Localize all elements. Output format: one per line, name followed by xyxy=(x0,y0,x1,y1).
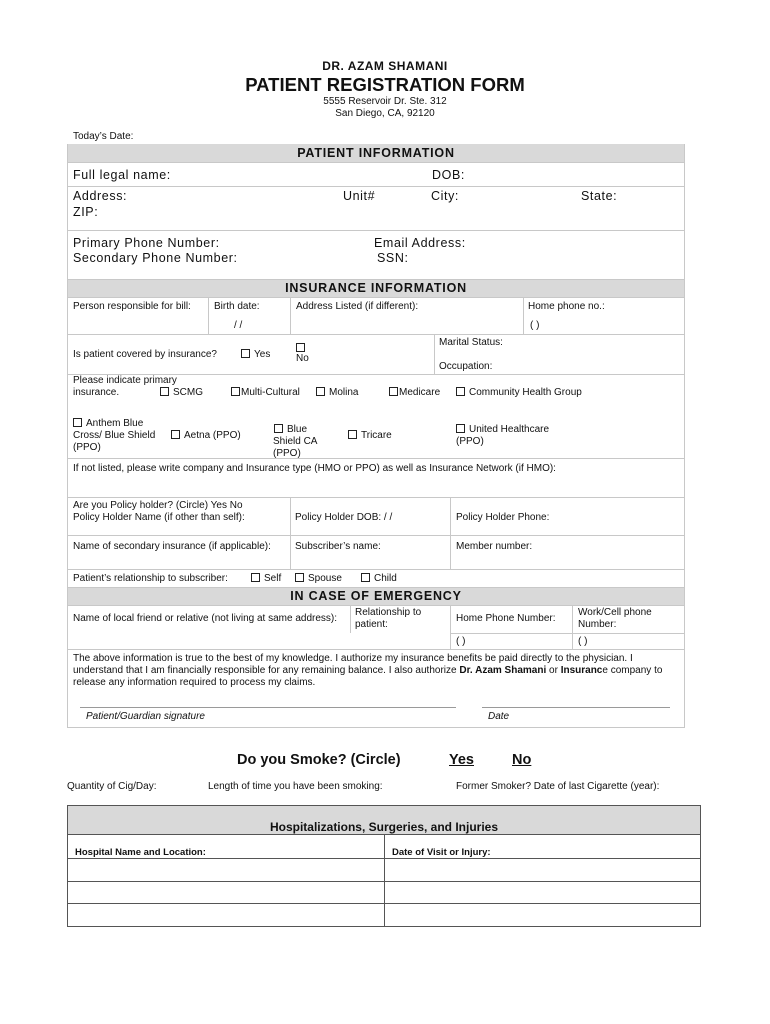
indicate-insurance-line2: insurance. xyxy=(73,387,120,398)
consent-line1: The above information is true to the best of my knowledge. I authorize my insurance benefits be paid directly to the physician. I xyxy=(73,653,633,664)
option-blue-shield-line3: (PPO) xyxy=(273,448,301,459)
relationship-label: Patient’s relationship to subscriber: xyxy=(73,573,228,584)
hospital-row-3-date[interactable] xyxy=(385,904,700,926)
smoke-question: Do you Smoke? (Circle) xyxy=(237,752,401,768)
hospital-row-2-date[interactable] xyxy=(385,882,700,903)
checkbox-icon xyxy=(171,430,180,439)
secondary-insurance-label: Name of secondary insurance (if applicable): xyxy=(73,541,271,552)
option-scmg[interactable]: SCMG xyxy=(160,387,203,399)
emergency-home-phone-label: Home Phone Number: xyxy=(456,613,556,624)
home-phone-blank: ( ) xyxy=(530,320,540,331)
signature-label: Patient/Guardian signature xyxy=(86,711,205,722)
smoke-no[interactable]: No xyxy=(512,752,532,768)
option-anthem-line2: Cross/ Blue Shield xyxy=(73,430,156,441)
occupation-label: Occupation: xyxy=(439,361,493,372)
checkbox-icon xyxy=(348,430,357,439)
state-label: State: xyxy=(581,189,618,203)
insurance-covered-question: Is patient covered by insurance? xyxy=(73,349,217,360)
insurance-info-header: INSURANCE INFORMATION xyxy=(68,279,684,297)
option-aetna[interactable]: Aetna (PPO) xyxy=(171,430,241,442)
option-community-health-group[interactable]: Community Health Group xyxy=(456,387,582,399)
date-line[interactable] xyxy=(482,707,670,708)
checkbox-icon xyxy=(389,387,398,396)
dob-label: DOB: xyxy=(432,168,465,182)
checkbox-icon xyxy=(231,387,240,396)
hospital-col-date: Date of Visit or Injury: xyxy=(392,847,491,858)
emergency-header: IN CASE OF EMERGENCY xyxy=(68,587,684,605)
patient-info-header: PATIENT INFORMATION xyxy=(68,144,684,162)
checkbox-icon xyxy=(251,573,260,582)
consent-line2: understand that I am financially responsible for any remaining balance. I also authorize Dr. Azam Shamani or Insurance company to xyxy=(73,665,663,676)
form-title: PATIENT REGISTRATION FORM xyxy=(245,74,525,95)
doctor-name: DR. AZAM SHAMANI xyxy=(322,59,448,73)
member-number-label: Member number: xyxy=(456,541,533,552)
relationship-child[interactable]: Child xyxy=(361,573,397,585)
policy-holder-dob-label: Policy Holder DOB: / / xyxy=(295,512,393,523)
person-responsible-label: Person responsible for bill: xyxy=(73,301,191,312)
signature-line[interactable] xyxy=(80,707,456,708)
checkbox-icon xyxy=(160,387,169,396)
zip-label: ZIP: xyxy=(73,205,99,219)
hospital-row-3-name[interactable] xyxy=(68,904,384,926)
date-label: Date xyxy=(488,711,510,722)
option-blue-shield-ca[interactable]: Blue xyxy=(274,424,307,436)
address-listed-label: Address Listed (if different): xyxy=(296,301,419,312)
option-united-healthcare[interactable]: United Healthcare xyxy=(456,424,549,436)
checkbox-icon xyxy=(316,387,325,396)
policy-holder-phone-label: Policy Holder Phone: xyxy=(456,512,550,523)
marital-status-label: Marital Status: xyxy=(439,337,503,348)
primary-phone-label: Primary Phone Number: xyxy=(73,236,220,250)
covered-yes-option[interactable]: Yes xyxy=(241,349,270,361)
covered-no-label: No xyxy=(296,353,309,364)
emergency-home-phone-blank: ( ) xyxy=(456,636,466,647)
option-blue-shield-line2: Shield CA xyxy=(273,436,318,447)
former-smoker-label: Former Smoker? Date of last Cigarette (year): xyxy=(456,781,660,792)
emergency-work-phone-line2: Number: xyxy=(578,619,617,630)
checkbox-icon xyxy=(73,418,82,427)
birth-date-blank: / / xyxy=(234,320,243,331)
checkbox-icon xyxy=(361,573,370,582)
hospital-table-title: Hospitalizations, Surgeries, and Injuries xyxy=(269,820,499,834)
indicate-insurance-line1: Please indicate primary xyxy=(73,375,177,386)
hospital-row-1-name[interactable] xyxy=(68,859,384,881)
relationship-self[interactable]: Self xyxy=(251,573,281,585)
checkbox-icon xyxy=(241,349,250,358)
unit-label: Unit# xyxy=(343,189,376,203)
cig-quantity-label: Quantity of Cig/Day: xyxy=(67,781,157,792)
option-united-healthcare-line2: (PPO) xyxy=(456,436,484,447)
checkbox-icon xyxy=(456,387,465,396)
birth-date-label: Birth date: xyxy=(214,301,260,312)
option-molina[interactable]: Molina xyxy=(316,387,358,399)
clinic-address-line2: San Diego, CA, 92120 xyxy=(335,108,435,119)
emergency-work-phone-line1: Work/Cell phone xyxy=(578,607,652,618)
covered-no-checkbox[interactable] xyxy=(296,343,305,352)
email-label: Email Address: xyxy=(374,236,466,250)
emergency-relationship-line2: patient: xyxy=(355,619,388,630)
option-multi-cultural[interactable]: Multi-Cultural xyxy=(231,387,300,399)
not-listed-instructions: If not listed, please write company and Insurance type (HMO or PPO) as well as Insurance Network (if HMO): xyxy=(73,463,556,474)
todays-date-label: Today’s Date: xyxy=(73,131,134,142)
secondary-phone-label: Secondary Phone Number: xyxy=(73,251,238,265)
emergency-work-phone-blank: ( ) xyxy=(578,636,588,647)
hospital-row-1-date[interactable] xyxy=(385,859,700,881)
emergency-relationship-line1: Relationship to xyxy=(355,607,422,618)
option-medicare[interactable]: Medicare xyxy=(389,387,440,399)
smoking-length-label: Length of time you have been smoking: xyxy=(208,781,383,792)
smoke-yes[interactable]: Yes xyxy=(449,752,474,768)
relationship-spouse[interactable]: Spouse xyxy=(295,573,342,585)
clinic-address-line1: 5555 Reservoir Dr. Ste. 312 xyxy=(323,96,447,107)
consent-line3: release any information required to process my claims. xyxy=(73,677,316,688)
hospital-col-name: Hospital Name and Location: xyxy=(75,847,206,858)
checkbox-icon xyxy=(295,573,304,582)
ssn-label: SSN: xyxy=(377,251,409,265)
address-label: Address: xyxy=(73,189,128,203)
option-anthem[interactable]: Anthem Blue xyxy=(73,418,143,430)
emergency-name-label: Name of local friend or relative (not living at same address): xyxy=(73,613,338,624)
home-phone-label: Home phone no.: xyxy=(528,301,605,312)
policy-holder-name-label: Policy Holder Name (if other than self): xyxy=(73,512,245,523)
option-anthem-line3: (PPO) xyxy=(73,442,101,453)
option-tricare[interactable]: Tricare xyxy=(348,430,392,442)
subscriber-name-label: Subscriber’s name: xyxy=(295,541,381,552)
full-name-label: Full legal name: xyxy=(73,168,171,182)
policy-holder-question: Are you Policy holder? (Circle) Yes No xyxy=(73,500,243,511)
city-label: City: xyxy=(431,189,459,203)
hospital-row-2-name[interactable] xyxy=(68,882,384,903)
checkbox-icon xyxy=(274,424,283,433)
checkbox-icon xyxy=(456,424,465,433)
